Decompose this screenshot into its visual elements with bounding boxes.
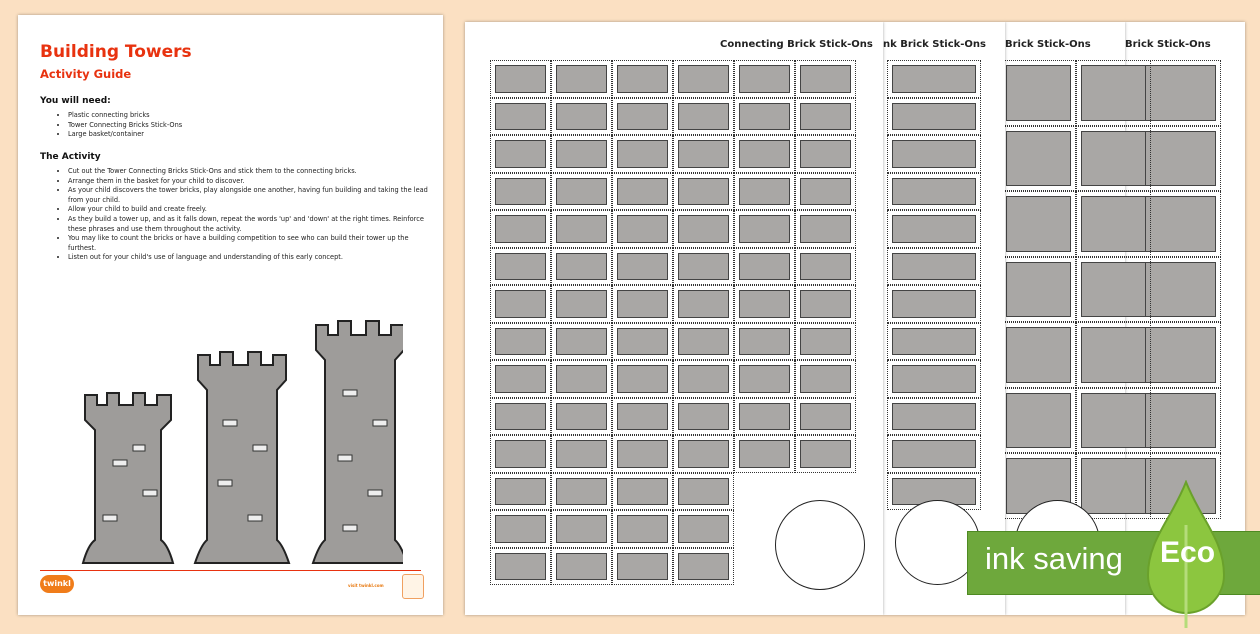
brick-sticker	[678, 478, 729, 506]
brick-sticker	[495, 253, 546, 281]
stick-on-cutout	[887, 135, 981, 173]
stick-on-cutout	[1001, 322, 1076, 388]
brick-sticker	[800, 365, 851, 393]
stick-on-cutout	[795, 60, 856, 98]
brick-sticker	[495, 290, 546, 318]
stick-on-cutout	[795, 360, 856, 398]
stick-on-cutout	[490, 548, 551, 586]
stick-on-cutout	[1076, 126, 1151, 192]
stick-on-cutout	[490, 323, 551, 361]
brick-sticker	[1081, 327, 1146, 383]
brick-sticker	[892, 215, 976, 243]
list-item: • As they build a tower up, and as it falls down, repeat the words 'up' and 'down' at the right times. Reinforce these phrases and use them throughout the activity.	[68, 215, 428, 234]
brick-sticker	[892, 365, 976, 393]
brick-sticker	[556, 215, 607, 243]
brick-sticker	[495, 515, 546, 543]
stick-on-cutout	[612, 98, 673, 136]
brick-sticker	[495, 478, 546, 506]
brick-sticker	[556, 515, 607, 543]
footer-url: visit twinkl.com	[348, 583, 384, 588]
brick-sticker	[495, 403, 546, 431]
brick-sticker	[678, 65, 729, 93]
brick-sticker	[892, 328, 976, 356]
brick-sticker	[800, 328, 851, 356]
brick-sticker	[495, 65, 546, 93]
brick-sticker	[678, 215, 729, 243]
brick-sticker	[1081, 393, 1146, 449]
stick-on-cutout	[612, 285, 673, 323]
brick-sticker	[678, 178, 729, 206]
stick-on-cutout	[551, 510, 612, 548]
activity-heading: The Activity	[40, 152, 101, 162]
tower-illustrations	[73, 315, 403, 570]
stick-on-cutout	[551, 548, 612, 586]
stick-on-cutout	[612, 360, 673, 398]
brick-sticker	[678, 440, 729, 468]
stick-on-cutout	[673, 285, 734, 323]
list-item: • Tower Connecting Bricks Stick-Ons	[68, 121, 428, 131]
stick-on-cutout	[490, 398, 551, 436]
stick-on-cutout	[734, 398, 795, 436]
brick-sticker	[678, 290, 729, 318]
brick-sticker	[739, 253, 790, 281]
list-item: • Listen out for your child's use of language and understanding of this early concept.	[68, 253, 428, 263]
stick-on-cutout	[612, 210, 673, 248]
activity-list	[68, 167, 428, 263]
stick-on-cutout	[1001, 126, 1076, 192]
stick-on-cutout	[1076, 257, 1151, 323]
brick-sticker	[892, 178, 976, 206]
brick-sticker	[495, 440, 546, 468]
brick-sticker	[1006, 131, 1071, 187]
stick-on-cutout	[612, 135, 673, 173]
stick-on-cutout	[612, 173, 673, 211]
stick-on-cutout	[734, 135, 795, 173]
stick-on-cutout	[673, 510, 734, 548]
stick-ons-sheet-1	[465, 22, 883, 615]
brick-sticker	[617, 440, 668, 468]
stick-ons-sheet-3	[1005, 22, 1125, 615]
stick-on-cutout	[795, 323, 856, 361]
brick-sticker	[678, 553, 729, 581]
stick-on-cutout	[734, 285, 795, 323]
brick-sticker	[892, 140, 976, 168]
stick-on-cutout	[612, 248, 673, 286]
sheet-title: nk Brick Stick-Ons	[883, 39, 987, 50]
brick-sticker	[892, 253, 976, 281]
brick-sticker	[1081, 458, 1146, 514]
stick-on-cutout	[612, 60, 673, 98]
stick-on-cutout	[795, 285, 856, 323]
brick-sticker	[739, 103, 790, 131]
stick-on-cutout	[673, 60, 734, 98]
stick-on-cutout	[490, 135, 551, 173]
stick-on-cutout	[734, 98, 795, 136]
stick-on-cutout	[734, 173, 795, 211]
brick-sticker	[617, 140, 668, 168]
brick-sticker	[495, 553, 546, 581]
page-subtitle: Activity Guide	[40, 67, 132, 81]
stick-on-cutout	[1076, 322, 1151, 388]
brick-sticker	[556, 440, 607, 468]
brick-sticker	[617, 328, 668, 356]
ink-saving-label: ink saving	[985, 541, 1123, 576]
stick-on-cutout	[734, 435, 795, 473]
brick-sticker	[556, 365, 607, 393]
brick-sticker	[1081, 65, 1146, 121]
sheet-title: Connecting Brick Stick-Ons	[720, 39, 873, 50]
brick-sticker	[892, 103, 976, 131]
brick-sticker	[1006, 262, 1071, 318]
list-item: • Arrange them in the basket for your child to discover.	[68, 177, 428, 187]
stick-on-cutout	[1076, 453, 1151, 519]
stick-on-cutout	[673, 435, 734, 473]
stick-on-cutout	[1001, 388, 1076, 454]
brick-sticker	[678, 103, 729, 131]
stick-on-cutout	[551, 435, 612, 473]
stick-on-cutout	[1001, 257, 1076, 323]
stick-on-cutout	[887, 398, 981, 436]
brick-sticker	[678, 328, 729, 356]
sheet-title: Brick Stick-Ons	[1125, 39, 1211, 50]
stick-on-cutout	[490, 473, 551, 511]
stick-on-cutout	[795, 98, 856, 136]
stick-on-cutout	[734, 323, 795, 361]
brick-sticker	[1006, 196, 1071, 252]
stick-on-cutout	[673, 135, 734, 173]
brick-sticker	[556, 553, 607, 581]
stick-on-cutout	[673, 210, 734, 248]
stick-on-cutout	[612, 398, 673, 436]
stick-on-cutout	[490, 510, 551, 548]
eco-label: Eco	[1160, 536, 1216, 569]
brick-sticker	[678, 403, 729, 431]
brick-sticker	[495, 178, 546, 206]
stick-on-cutout	[1001, 60, 1076, 126]
brick-sticker	[800, 215, 851, 243]
stick-on-cutout	[734, 210, 795, 248]
brick-sticker	[800, 65, 851, 93]
stick-on-cutout	[490, 173, 551, 211]
stick-on-cutout	[673, 173, 734, 211]
list-item: • You may like to count the bricks or have a building competition to see who can build their tower up the furthest.	[68, 234, 428, 253]
stick-on-cutout	[551, 473, 612, 511]
brick-sticker	[495, 215, 546, 243]
stick-on-cutout	[795, 135, 856, 173]
stick-on-cutout	[490, 248, 551, 286]
page-title: Building Towers	[40, 42, 192, 62]
brick-sticker	[800, 178, 851, 206]
footer-rule	[40, 570, 421, 571]
brick-sticker	[892, 65, 976, 93]
twinkl-logo: twinkl	[40, 575, 74, 593]
brick-sticker	[678, 140, 729, 168]
brick-sticker	[1081, 131, 1146, 187]
brick-sticker	[556, 478, 607, 506]
stick-on-cutout	[551, 210, 612, 248]
activity-guide-page	[18, 15, 443, 615]
stick-on-cutout	[490, 60, 551, 98]
brick-sticker	[739, 290, 790, 318]
stick-on-cutout	[673, 473, 734, 511]
brick-sticker	[495, 365, 546, 393]
stick-on-cutout	[673, 360, 734, 398]
brick-sticker	[739, 328, 790, 356]
brick-sticker	[495, 103, 546, 131]
stick-on-cutout	[887, 435, 981, 473]
stick-on-cutout	[673, 398, 734, 436]
list-item: • As your child discovers the tower bricks, play alongside one another, having fun building and taking the lead from your child.	[68, 186, 428, 205]
brick-sticker	[800, 440, 851, 468]
brick-sticker	[678, 253, 729, 281]
brick-sticker	[892, 440, 976, 468]
brick-sticker	[617, 178, 668, 206]
brick-sticker	[556, 290, 607, 318]
brick-sticker	[617, 103, 668, 131]
stick-on-cutout	[490, 98, 551, 136]
stick-on-cutout	[795, 398, 856, 436]
stick-on-cutout	[551, 98, 612, 136]
stick-on-cutout	[551, 398, 612, 436]
stick-on-cutout	[887, 323, 981, 361]
stick-on-cutout	[1076, 60, 1151, 126]
brick-sticker	[800, 290, 851, 318]
sheet-title: Brick Stick-Ons	[1005, 39, 1091, 50]
brick-sticker	[1006, 65, 1071, 121]
stick-on-cutout	[551, 135, 612, 173]
brick-sticker	[617, 365, 668, 393]
brick-sticker	[1081, 262, 1146, 318]
brick-sticker	[678, 365, 729, 393]
lego-brick-icon	[775, 500, 865, 590]
need-list	[68, 111, 428, 140]
brick-sticker	[1081, 196, 1146, 252]
brick-sticker	[739, 403, 790, 431]
brick-sticker	[739, 365, 790, 393]
stick-on-cutout	[1076, 191, 1151, 257]
stick-on-cutout	[1001, 191, 1076, 257]
stick-on-cutout	[490, 435, 551, 473]
brick-sticker	[495, 140, 546, 168]
stick-on-cutout	[612, 473, 673, 511]
stick-on-cutout	[490, 285, 551, 323]
stick-on-cutout	[795, 435, 856, 473]
stick-on-cutout	[551, 360, 612, 398]
stick-on-cutout	[551, 60, 612, 98]
stick-on-cutout	[673, 248, 734, 286]
stick-on-cutout	[551, 323, 612, 361]
stick-on-cutout	[1076, 388, 1151, 454]
need-heading: You will need:	[40, 96, 111, 106]
stick-on-cutout	[612, 435, 673, 473]
brick-sticker	[617, 403, 668, 431]
brick-sticker	[800, 140, 851, 168]
brick-sticker	[556, 403, 607, 431]
brick-sticker	[617, 253, 668, 281]
stick-on-cutout	[795, 210, 856, 248]
brick-sticker	[739, 65, 790, 93]
stick-on-cutout	[734, 248, 795, 286]
stick-on-cutout	[887, 248, 981, 286]
stick-on-cutout	[887, 210, 981, 248]
brick-sticker	[617, 553, 668, 581]
brick-sticker	[617, 515, 668, 543]
stick-on-cutout	[490, 210, 551, 248]
stick-on-cutout	[887, 60, 981, 98]
stick-on-cutout	[673, 548, 734, 586]
list-item: • Plastic connecting bricks	[68, 111, 428, 121]
stick-on-cutout	[673, 323, 734, 361]
stick-on-cutout	[612, 548, 673, 586]
stick-on-cutout	[612, 323, 673, 361]
stick-on-cutout	[551, 248, 612, 286]
brick-sticker	[739, 178, 790, 206]
brick-sticker	[617, 478, 668, 506]
stick-on-cutout	[490, 360, 551, 398]
stick-on-cutout	[887, 98, 981, 136]
stick-on-cutout	[612, 510, 673, 548]
brick-sticker	[1006, 393, 1071, 449]
stick-on-cutout	[887, 173, 981, 211]
brick-sticker	[617, 65, 668, 93]
brick-sticker	[556, 253, 607, 281]
brick-sticker	[892, 403, 976, 431]
stick-on-cutout	[795, 248, 856, 286]
brick-sticker	[892, 290, 976, 318]
brick-sticker	[800, 103, 851, 131]
list-item: • Allow your child to build and create freely.	[68, 205, 428, 215]
stick-on-cutout	[673, 98, 734, 136]
brick-sticker	[556, 103, 607, 131]
stick-on-cutout	[734, 360, 795, 398]
stick-on-cutout	[734, 60, 795, 98]
stick-on-cutout	[551, 173, 612, 211]
brick-sticker	[678, 515, 729, 543]
brick-sticker	[556, 140, 607, 168]
brick-sticker	[800, 253, 851, 281]
list-item: • Large basket/container	[68, 130, 428, 140]
brick-sticker	[739, 440, 790, 468]
brick-sticker	[556, 65, 607, 93]
brick-sticker	[1006, 327, 1071, 383]
stick-on-cutout	[795, 173, 856, 211]
stick-on-cutout	[551, 285, 612, 323]
quality-badge-icon	[402, 574, 424, 599]
brick-sticker	[739, 215, 790, 243]
list-item: • Cut out the Tower Connecting Bricks Stick-Ons and stick them to the connecting bricks.	[68, 167, 428, 177]
stick-on-cutout	[887, 285, 981, 323]
brick-sticker	[556, 328, 607, 356]
brick-sticker	[800, 403, 851, 431]
brick-sticker	[617, 290, 668, 318]
stick-on-cutout	[887, 360, 981, 398]
brick-sticker	[556, 178, 607, 206]
eco-leaf-icon	[1146, 480, 1226, 634]
stick-ons-sheet-2	[883, 22, 1005, 615]
brick-sticker	[739, 140, 790, 168]
brick-sticker	[617, 215, 668, 243]
brick-sticker	[495, 328, 546, 356]
